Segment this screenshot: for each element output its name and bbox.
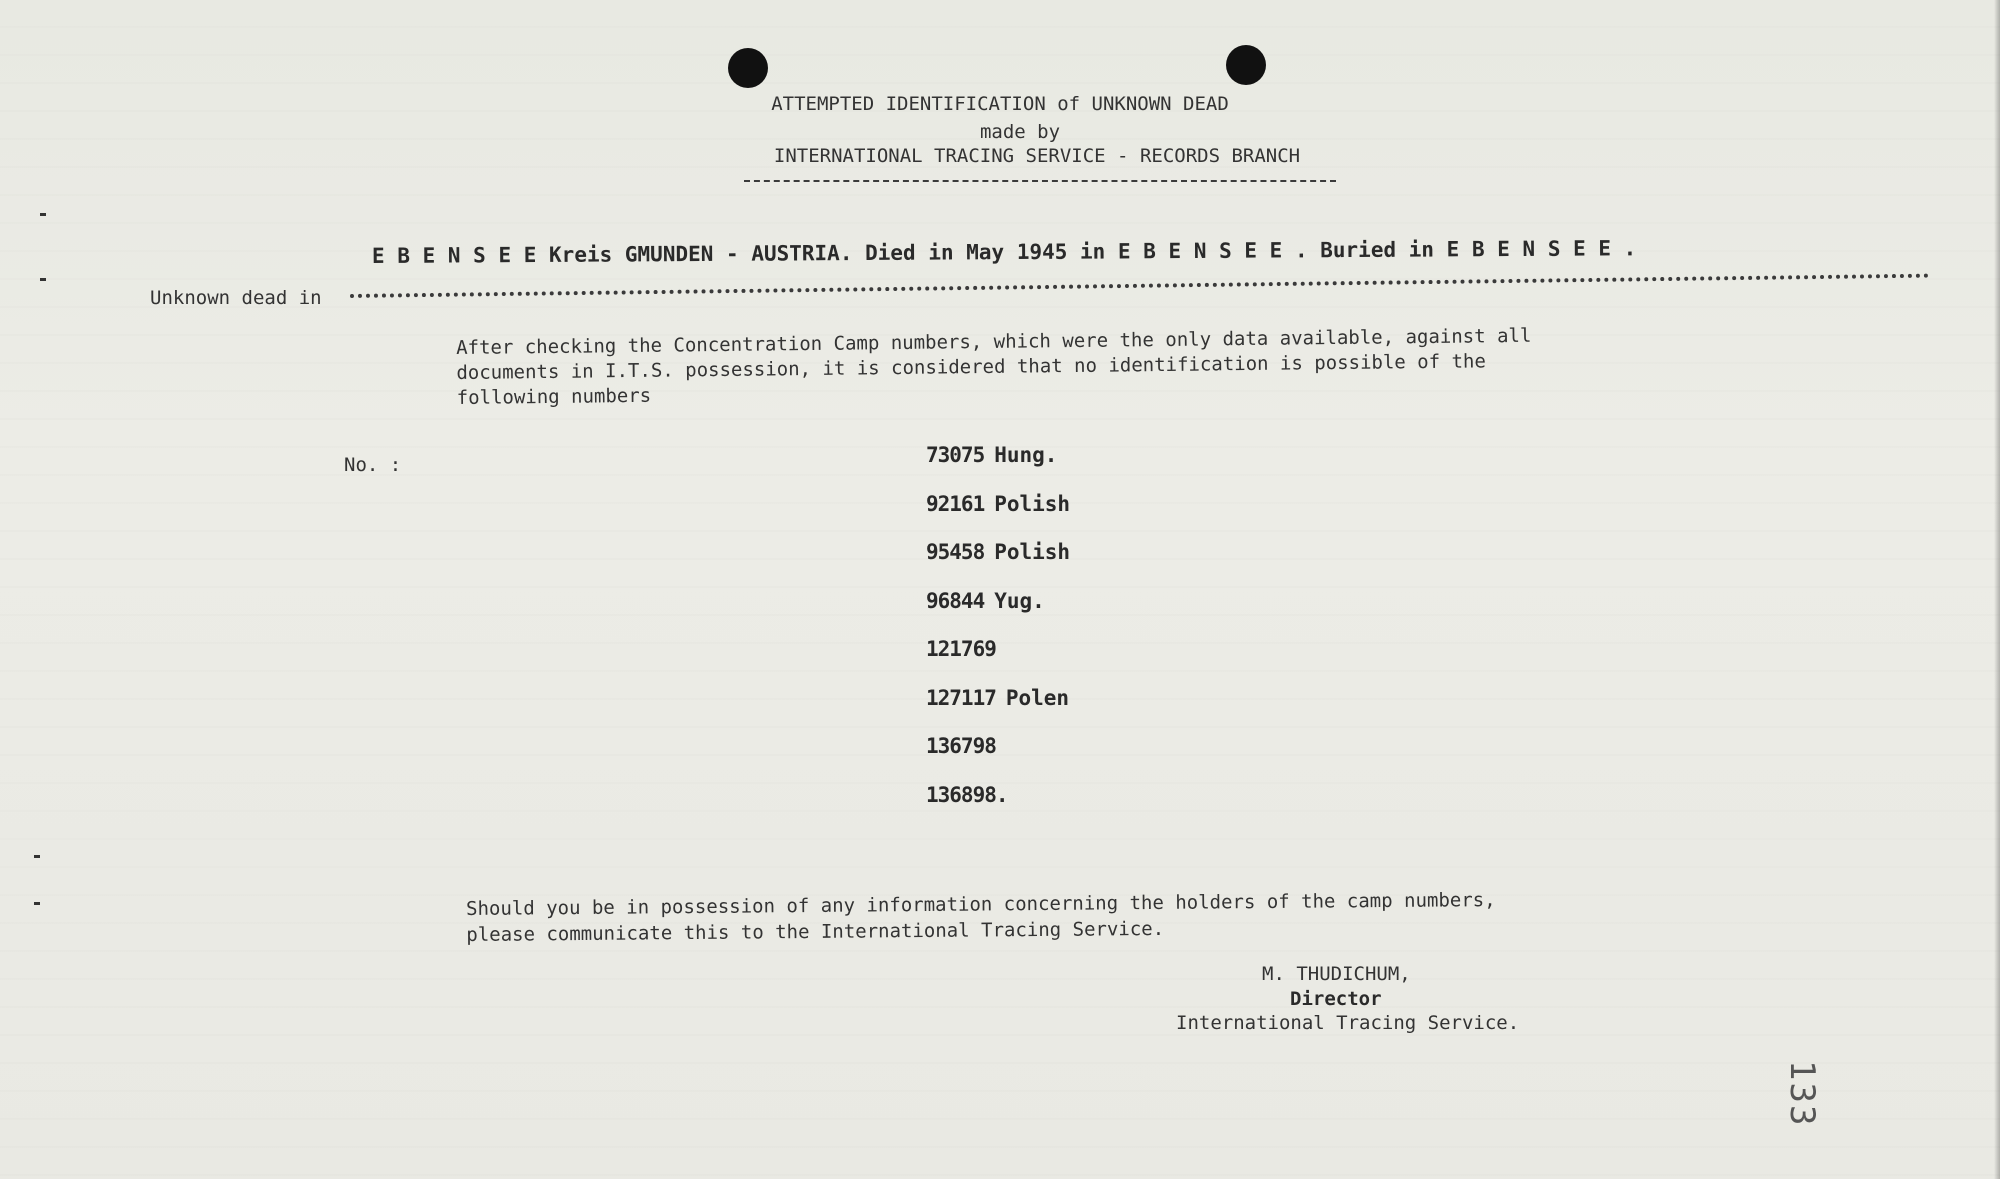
edge-mark	[40, 213, 46, 216]
service-name: INTERNATIONAL TRACING SERVICE - RECORDS BRANCH	[773, 145, 1301, 167]
edge-mark	[34, 902, 40, 905]
paragraph-line-3: following numbers	[456, 384, 652, 409]
nationality: Polen	[1005, 685, 1070, 710]
unknown-dead-label: Unknown dead in	[150, 287, 322, 309]
nationality: Hung.	[994, 443, 1058, 467]
camp-number: 136898.	[926, 782, 1008, 807]
camp-number: 95458	[926, 540, 985, 564]
checking-paragraph	[456, 324, 1532, 411]
camp-number: 73075	[926, 443, 985, 467]
list-item	[926, 443, 1070, 492]
list-item	[926, 686, 1070, 735]
list-item	[926, 492, 1070, 541]
nationality: Yug.	[994, 588, 1045, 613]
archive-page-number: 133	[1782, 1060, 1822, 1128]
list-item	[926, 783, 1070, 832]
edge-mark	[34, 855, 40, 858]
camp-number: 96844	[926, 588, 985, 613]
footer-paragraph	[466, 887, 1496, 948]
camp-number: 121769	[926, 637, 996, 661]
page-edge-shadow	[1994, 0, 2000, 1179]
list-item	[926, 637, 1070, 686]
signatory-organization: International Tracing Service.	[1176, 1012, 1520, 1034]
numbers-label: No. :	[344, 454, 402, 476]
made-by-line: made by	[979, 121, 1061, 143]
camp-number: 92161	[926, 491, 985, 516]
signatory-title: Director	[1290, 988, 1382, 1010]
punch-hole-right	[1226, 45, 1266, 85]
dotted-fill-line	[350, 274, 1930, 298]
camp-numbers-list	[926, 443, 1070, 831]
paragraph-line-1: After checking the Concentration Camp numbers, which were the only data available, against all	[456, 324, 1532, 359]
camp-number: 127117	[926, 685, 996, 710]
nationality: Polish	[994, 540, 1071, 564]
edge-mark	[40, 278, 46, 281]
punch-hole-left	[728, 48, 768, 88]
header-divider	[744, 180, 1336, 182]
camp-number: 136798	[926, 734, 996, 758]
paragraph-line-2: documents in I.T.S. possession, it is considered that no identification is possible of the	[456, 350, 1486, 384]
document-title: ATTEMPTED IDENTIFICATION of UNKNOWN DEAD	[771, 93, 1229, 115]
location-text: E B E N S E E Kreis GMUNDEN - AUSTRIA. Died in May 1945 in E B E N S E E . Buried in E B E N S E E .	[371, 236, 1637, 268]
list-item	[926, 589, 1070, 638]
nationality: Polish	[994, 491, 1071, 516]
signatory-name: M. THUDICHUM,	[1262, 963, 1411, 985]
list-item	[926, 734, 1070, 783]
footer-line-2: please communicate this to the International Tracing Service.	[466, 917, 1165, 946]
list-item	[926, 540, 1070, 589]
footer-line-1: Should you be in possession of any information concerning the holders of the camp numbers,	[466, 889, 1496, 920]
